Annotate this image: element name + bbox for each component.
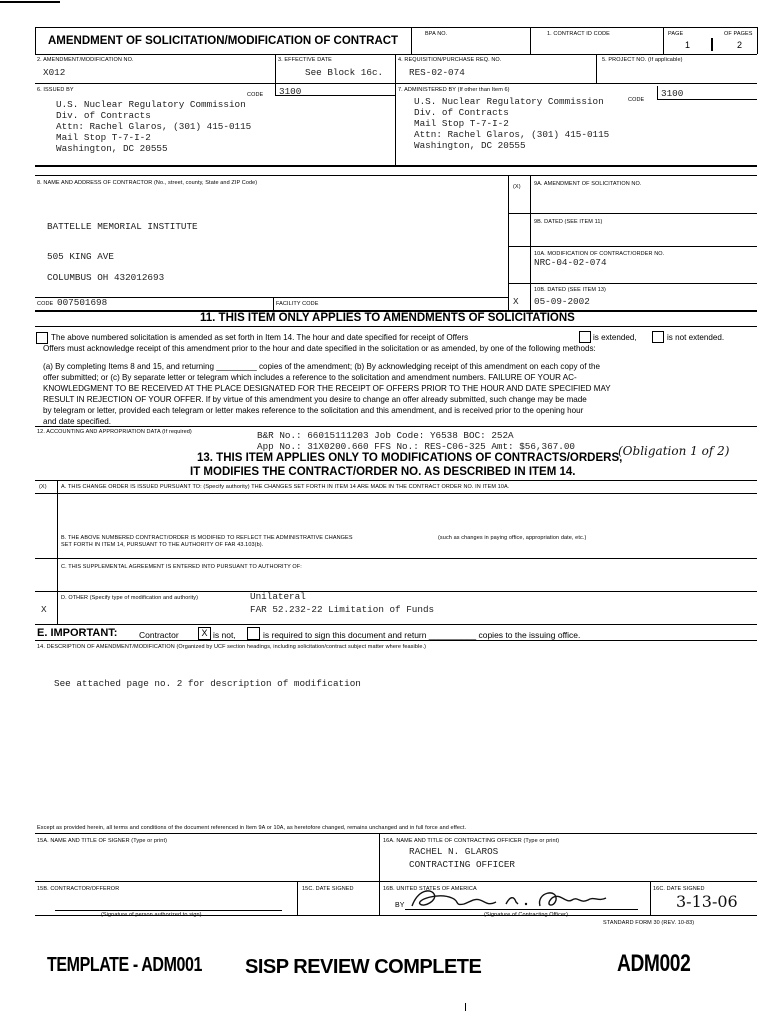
item11-text-3: offer submitted; or (c) By separate letter or telegram which includes a reference to the solicitation and amendment numbers. FAILURE OF YOUR AC- (43, 373, 577, 382)
10b-label: 10B. DATED (SEE ITEM 13) (534, 287, 606, 293)
project-no-label: 5. PROJECT NO. (If applicable) (602, 57, 683, 63)
issued-line-5: Washington, DC 20555 (56, 143, 168, 154)
contracting-officer-signature (408, 886, 618, 912)
item11-text-1: Offers must acknowledge receipt of this amendment prior to the hour and date specified in the solicitation or as amended, by one of the following methods: (43, 344, 596, 353)
15b-signature-caption: (Signature of person authorized to sign) (101, 912, 202, 918)
15c-label: 15C. DATE SIGNED (302, 886, 354, 892)
admin-line-1: U.S. Nuclear Regulatory Commission (414, 96, 604, 107)
admin-code-label: CODE (628, 97, 645, 103)
item13-b1: B. THE ABOVE NUMBERED CONTRACT/ORDER IS MODIFIED TO REFLECT THE ADMINISTRATIVE CHANGES (61, 535, 353, 541)
adm002-stamp: ADM002 (617, 950, 691, 977)
administered-by-label: 7. ADMINISTERED BY (If other than Item 6) (398, 87, 510, 93)
code-label: CODE (37, 301, 54, 307)
item13-x-label: (X) (39, 484, 47, 490)
issued-code-value: 3100 (279, 86, 302, 97)
contractor-label: 8. NAME AND ADDRESS OF CONTRACTOR (No., street, county, State and ZIP Code) (37, 180, 258, 186)
9b-label: 9B. DATED (SEE ITEM 11) (534, 219, 603, 225)
requisition-label: 4. REQUISITION/PURCHASE REQ. NO. (398, 57, 502, 63)
issued-by-label: 6. ISSUED BY (37, 87, 74, 93)
effective-date-label: 3. EFFECTIVE DATE (278, 57, 332, 63)
important-rest: is required to sign this document and return __________ copies to the issuing office. (263, 630, 581, 640)
of-pages-number: 2 (737, 40, 743, 50)
16c-value: 3-13-06 (676, 892, 738, 911)
item13-d-line2: FAR 52.232-22 Limitation of Funds (250, 604, 435, 615)
item11-text-4: KNOWLEDGMENT TO BE RECEIVED AT THE PLACE DESIGNATED FOR THE RECEIPT OF OFFERS PRIOR TO THE HOUR AND DATE SPECIFIED MAY (43, 384, 611, 393)
bpa-label: BPA NO. (425, 31, 448, 37)
issued-line-1: U.S. Nuclear Regulatory Commission (56, 99, 246, 110)
issued-line-2: Div. of Contracts (56, 110, 151, 121)
admin-line-2: Div. of Contracts (414, 107, 509, 118)
item11-header: 11. THIS ITEM ONLY APPLIES TO AMENDMENTS OF SOLICITATIONS (200, 312, 575, 324)
item12-line2: App No.: 31X0200.660 FFS No.: RES-C06-325 Amt: $56,367.00 (257, 441, 576, 452)
admin-line-3: Mail Stop T-7-I-2 (414, 118, 509, 129)
scan-mark (0, 1, 60, 3)
16a-title: CONTRACTING OFFICER (409, 859, 516, 870)
9a-label: 9A. AMENDMENT OF SOLICITATION NO. (534, 181, 642, 187)
admin-line-4: Attn: Rachel Glaros, (301) 415-0115 (414, 129, 610, 140)
is-required-checkbox[interactable] (247, 627, 260, 640)
16a-label: 16A. NAME AND TITLE OF CONTRACTING OFFICER (Type or print) (383, 838, 560, 844)
standard-form: STANDARD FORM 30 (REV. 10-83) (603, 920, 695, 926)
10a-value: NRC-04-02-074 (534, 257, 607, 268)
item13-header-2: IT MODIFIES THE CONTRACT/ORDER NO. AS DESCRIBED IN ITEM 14. (190, 466, 576, 478)
item11-text-5: RESULT IN REJECTION OF YOUR OFFER. If by virtue of this amendment you desire to change an offer already submitted, such change may be made (43, 395, 587, 404)
item12-label: 12. ACCOUNTING AND APPROPRIATION DATA (If required) (37, 429, 192, 435)
extended-checkbox[interactable] (579, 331, 591, 343)
effective-date-value: See Block 16c. (305, 67, 384, 78)
contract-id-label: 1. CONTRACT ID CODE (547, 31, 610, 37)
frame-right (757, 27, 758, 54)
important-label: E. IMPORTANT: (37, 627, 118, 639)
item12-line1: B&R No.: 66015111203 Job Code: Y6538 BOC: 252A (257, 430, 514, 441)
issued-line-3: Attn: Rachel Glaros, (301) 415-0115 (56, 121, 252, 132)
template-stamp: TEMPLATE - ADM001 (47, 954, 202, 976)
frame-left (35, 27, 36, 54)
issued-line-4: Mail Stop T-7-I-2 (56, 132, 151, 143)
item11-line1: The above numbered solicitation is amended as set forth in Item 14. The hour and date specified for receipt of Offers (51, 333, 469, 342)
contractor-name: BATTELLE MEMORIAL INSTITUTE (47, 221, 198, 232)
item13-d: D. OTHER (Specify type of modification and authority) (61, 595, 199, 601)
amendment-no-value: X012 (43, 67, 66, 78)
item13-d-line1: Unilateral (250, 591, 306, 602)
item11-text-6: by telegram or letter, provided each telegram or letter makes reference to the solicitation and this amendment, and is received prior to the opening hour (43, 406, 584, 415)
except-text: Except as provided herein, all terms and conditions of the document referenced in Item 9A or 10A, as heretofore changed, remains unchanged and in full force and effect. (37, 825, 467, 831)
is-not-checkbox[interactable]: X (198, 627, 211, 640)
important-contractor: Contractor (139, 630, 179, 640)
item14-label: 14. DESCRIPTION OF AMENDMENT/MODIFICATION (Organized by UCF section headings, including solicitation/contract subject matter where feasible.) (37, 644, 427, 650)
x-column-label: (X) (513, 184, 521, 190)
not-extended-checkbox[interactable] (652, 331, 664, 343)
of-pages-label: OF PAGES (724, 31, 753, 37)
item11-checkbox[interactable] (36, 332, 48, 344)
16c-label: 16C. DATE SIGNED (653, 886, 705, 892)
item11-text-2: (a) By completing Items 8 and 15, and returning _________ copies of the amendment; (b) By acknowledging receipt of this amendment on each copy of the (43, 362, 601, 371)
15b-label: 15B. CONTRACTOR/OFFEROR (37, 886, 120, 892)
issued-code-label: CODE (247, 92, 264, 98)
item11-text-7: and date specified. (43, 417, 111, 426)
item13-b2: SET FORTH IN ITEM 14, PURSUANT TO THE AUTHORITY OF FAR 43.103(b). (61, 542, 264, 548)
facility-code-label: FACILITY CODE (276, 301, 319, 307)
10a-label: 10A. MODIFICATION OF CONTRACT/ORDER NO. (534, 251, 665, 257)
handwritten-obligation: (Obligation 1 of 2) (618, 444, 730, 458)
amendment-no-label: 2. AMENDMENT/MODIFICATION NO. (37, 57, 134, 63)
contractor-street: 505 KING AVE (47, 251, 114, 262)
frame-top (35, 27, 757, 28)
not-extended-label: is not extended. (667, 333, 725, 342)
admin-line-5: Washington, DC 20555 (414, 140, 526, 151)
item13-b1-note: (such as changes in paying office, appropriation date, etc.) (438, 535, 587, 541)
16b-label: 16B. UNITED STATES OF AMERICA (383, 886, 477, 892)
page-number: 1 (685, 40, 691, 50)
16b-signature-caption: (Signature of Contracting Officer) (484, 912, 569, 918)
10b-x-mark: X (513, 296, 519, 307)
item13-a: A. THIS CHANGE ORDER IS ISSUED PURSUANT TO: (Specify authority) THE CHANGES SET FORTH IN ITEM 14 ARE MADE IN THE CONTRACT ORDER NO. IN ITEM 10A. (61, 484, 510, 490)
page-label: PAGE (668, 31, 684, 37)
form-title: AMENDMENT OF SOLICITATION/MODIFICATION OF CONTRACT (48, 35, 399, 47)
extended-label: is extended, (593, 333, 637, 342)
admin-code-value: 3100 (661, 88, 684, 99)
sisp-review-stamp: SISP REVIEW COMPLETE (245, 956, 482, 978)
important-is-not: is not, (213, 630, 236, 640)
item13-c: C. THIS SUPPLEMENTAL AGREEMENT IS ENTERED INTO PURSUANT TO AUTHORITY OF: (61, 564, 302, 570)
10b-value: 05-09-2002 (534, 296, 590, 307)
item14-text: See attached page no. 2 for description of modification (54, 678, 361, 689)
contractor-city: COLUMBUS OH 432012693 (47, 272, 165, 283)
16a-name: RACHEL N. GLAROS (409, 846, 499, 857)
16b-by: BY (395, 902, 405, 909)
item13-d-x-mark: X (41, 604, 47, 615)
scan-mark-bottom (465, 1003, 467, 1011)
code-value: 007501698 (57, 297, 108, 308)
15a-label: 15A. NAME AND TITLE OF SIGNER (Type or print) (37, 838, 168, 844)
requisition-value: RES-02-074 (409, 67, 465, 78)
item13-header-1: 13. THIS ITEM APPLIES ONLY TO MODIFICATIONS OF CONTRACTS/ORDERS, (197, 452, 623, 464)
